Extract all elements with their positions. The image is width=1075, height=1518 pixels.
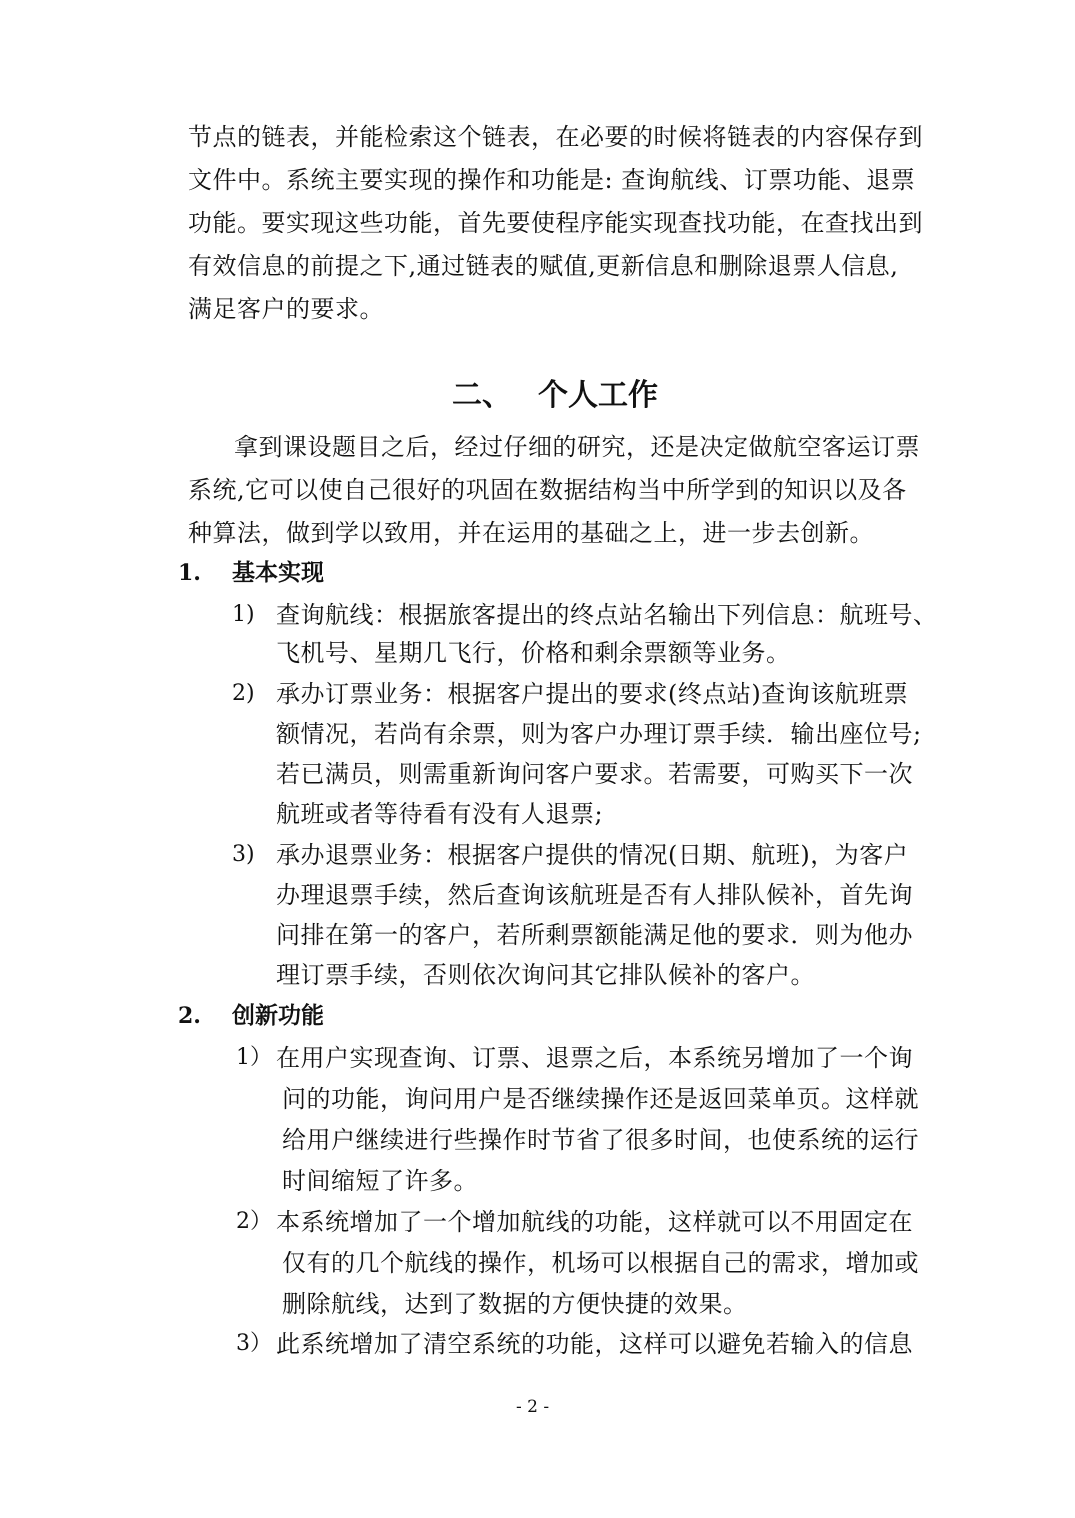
list-item-line: 时间缩短了许多。 (282, 1167, 478, 1195)
list-item-line: 航班或者等待看有没有人退票; (276, 800, 604, 828)
list-item-line: 本系统增加了一个增加航线的功能，这样就可以不用固定在 (276, 1208, 913, 1236)
section-number: 二、 (452, 378, 512, 413)
list-item-line: 飞机号、星期几飞行，价格和剩余票额等业务。 (276, 639, 791, 667)
list-item-number: 2) (232, 681, 255, 706)
section-title: 个人工作 (538, 378, 658, 413)
list-item-line: 额情况，若尚有余票，则为客户办理订票手续．输出座位号; (276, 720, 922, 748)
subsection-number: 2. (178, 1003, 201, 1029)
list-item-line: 在用户实现查询、订票、退票之后，本系统另增加了一个询 (276, 1044, 913, 1072)
intro-line: 满足客户的要求。 (188, 295, 384, 323)
section-intro-line: 种算法，做到学以致用，并在运用的基础之上，进一步去创新。 (188, 519, 874, 547)
list-item-number: 1） (236, 1045, 272, 1070)
list-item-line: 若已满员，则需重新询问客户要求。若需要，可购买下一次 (276, 760, 913, 788)
list-item-line: 承办退票业务：根据客户提供的情况(日期、航班)，为客户 (276, 841, 909, 869)
subsection-number: 1. (178, 560, 201, 586)
intro-line: 文件中。系统主要实现的操作和功能是: 查询航线、订票功能、退票 (188, 166, 916, 194)
list-item-line: 仅有的几个航线的操作，机场可以根据自己的需求，增加或 (282, 1249, 919, 1277)
intro-line: 节点的链表，并能检索这个链表，在必要的时候将链表的内容保存到 (188, 123, 923, 151)
list-item-number: 1) (232, 602, 255, 627)
list-item-number: 3） (236, 1331, 272, 1356)
list-item-line: 问的功能，询问用户是否继续操作还是返回菜单页。这样就 (282, 1085, 919, 1113)
list-item-line: 查询航线：根据旅客提出的终点站名输出下列信息：航班号、 (276, 601, 938, 629)
subsection-title: 创新功能 (232, 1003, 324, 1029)
intro-line: 功能。要实现这些功能，首先要使程序能实现查找功能，在查找出到 (188, 209, 923, 237)
list-item-line: 此系统增加了清空系统的功能，这样可以避免若输入的信息 (276, 1330, 913, 1358)
list-item-line: 问排在第一的客户，若所剩票额能满足他的要求．则为他办 (276, 921, 913, 949)
list-item-line: 给用户继续进行些操作时节省了很多时间，也使系统的运行 (282, 1126, 919, 1154)
page-number: - 2 - (516, 1397, 550, 1417)
intro-line: 有效信息的前提之下,通过链表的赋值,更新信息和删除退票人信息, (188, 252, 899, 280)
list-item-number: 3) (232, 842, 255, 867)
list-item-line: 理订票手续，否则依次询问其它排队候补的客户。 (276, 961, 815, 989)
subsection-title: 基本实现 (232, 560, 324, 586)
section-intro-line: 系统,它可以使自己很好的巩固在数据结构当中所学到的知识以及各 (188, 476, 907, 504)
list-item-line: 办理退票手续，然后查询该航班是否有人排队候补，首先询 (276, 881, 913, 909)
list-item-number: 2） (236, 1209, 272, 1234)
list-item-line: 承办订票业务：根据客户提出的要求(终点站)查询该航班票 (276, 680, 909, 708)
section-intro-line: 拿到课设题目之后，经过仔细的研究，还是决定做航空客运订票 (234, 433, 920, 461)
list-item-line: 删除航线，达到了数据的方便快捷的效果。 (282, 1290, 748, 1318)
